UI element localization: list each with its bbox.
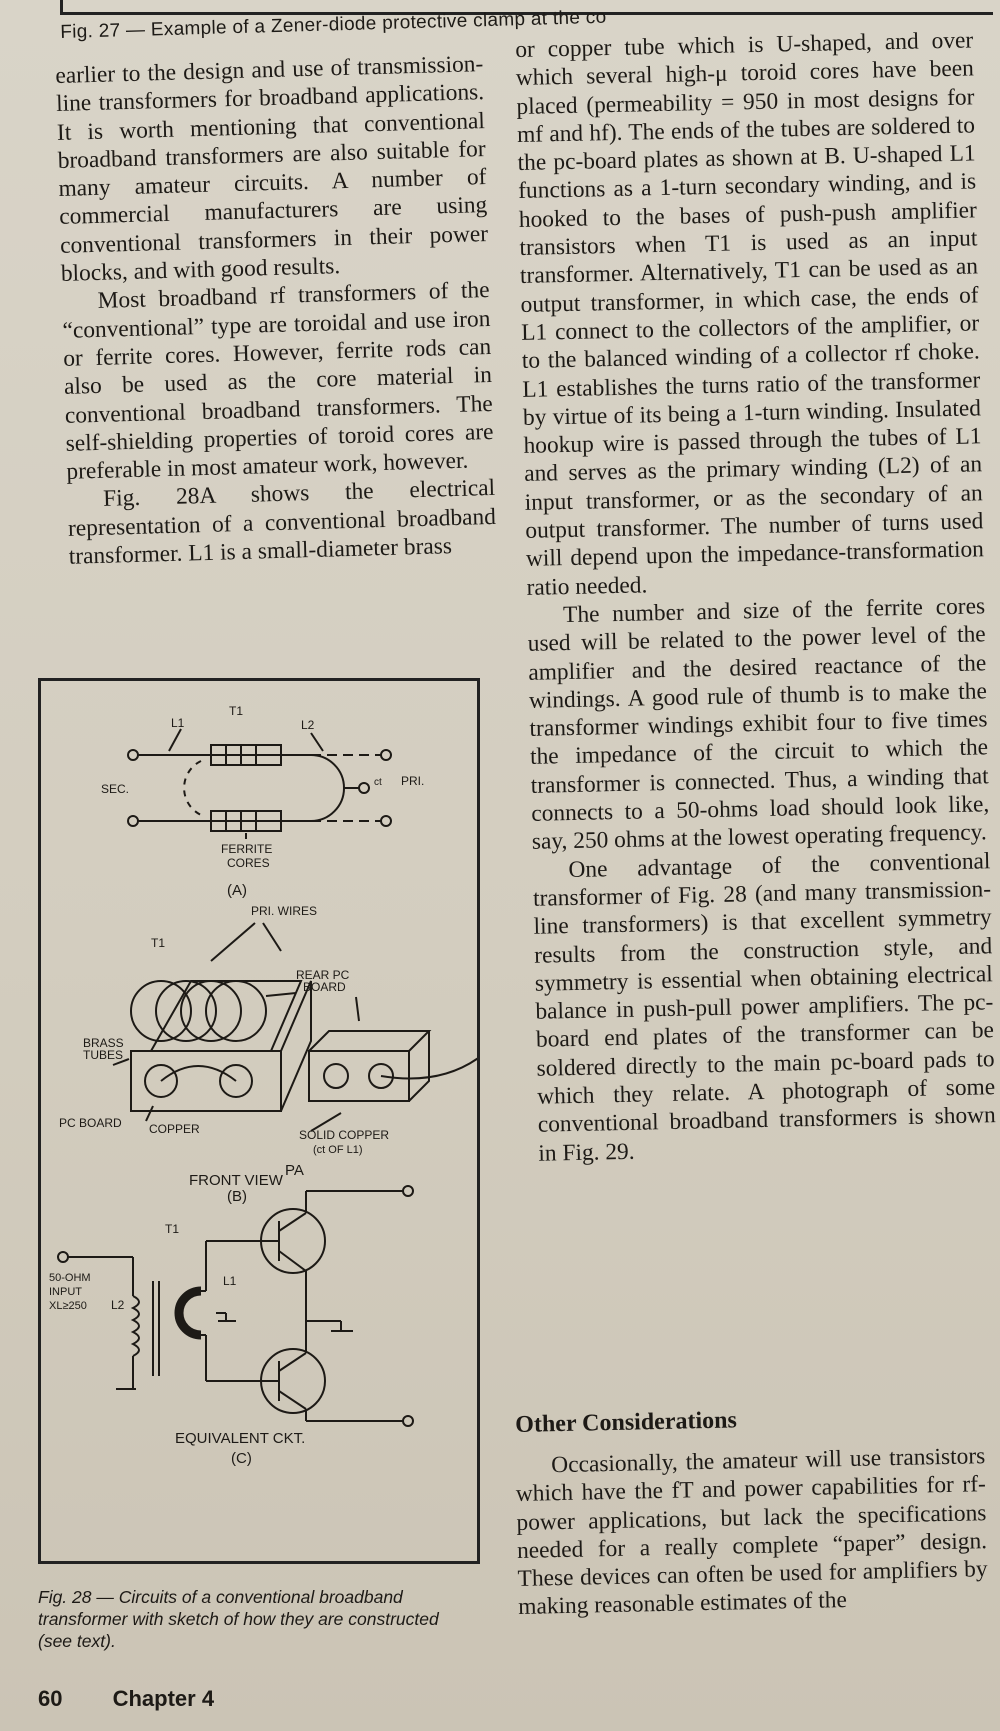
figure28-labels — [49, 704, 424, 1467]
fig-b-tag: (B) — [227, 1188, 247, 1205]
section-heading: Other Considerations — [515, 1407, 738, 1438]
figure27-caption: Fig. 27 — Example of a Zener-diode protective clamp at the co — [60, 6, 607, 43]
left-text-column — [55, 50, 497, 571]
fig-b-board-label: BOARD — [303, 980, 346, 994]
fig-c-t1-label: T1 — [165, 1222, 180, 1236]
right-text-column — [515, 26, 997, 1167]
fig-b-t1-label: T1 — [151, 936, 166, 950]
fig-c-equivalent-label: EQUIVALENT CKT. — [175, 1430, 306, 1447]
right-paragraph: One advantage of the conventional transformer of Fig. 28 (and many transmission-line transformers) is that excellent symmetry results from the construction style, and symmetry is essential when obtaining electrical balance in push-pull power amplifiers. The pc-board end plates of the transformer can be soldered directly to the main pc-board pads to which they relate. A photograph of some conventional broadband transformers is shown in Fig. 29. — [532, 847, 996, 1167]
fig-b-solid-copper-label: SOLID COPPER — [299, 1128, 390, 1142]
figure28-diagram — [41, 681, 477, 1561]
fig-c-l2-label: L2 — [111, 1298, 125, 1312]
fig-a-cores-label: CORES — [227, 856, 270, 870]
left-paragraph: Most broadband rf transformers of the “conventional” type are toroidal and use iron or ferrite cores. However, ferrite rods can also be used as the core material in conventional broadband transformers. The self-shielding properties of toroid cores are preferable in most amateur work, however. — [62, 277, 494, 485]
fig-a-tag: (A) — [227, 882, 247, 899]
fig-c-input-line3: XL≥250 — [49, 1300, 87, 1312]
fig-c-pa-label: PA — [285, 1162, 304, 1179]
fig-b-copper-label: COPPER — [149, 1122, 200, 1136]
figure28-box — [38, 678, 480, 1564]
left-paragraph: earlier to the design and use of transmission-line transformers for broadband applications. It is worth mentioning that conventional broadband transformers are also suitable for many amateur circuits. A number of commercial manufacturers are using conventional transformers in their power blocks, and with good results. — [55, 51, 489, 287]
fig-c-input-line1: 50-OHM — [49, 1272, 91, 1284]
fig-a-sec-label: SEC. — [101, 782, 130, 796]
right-paragraph: Occasionally, the amateur will use transistors which have the fT and power capabilities for rf-power applications, but lack the specifications needed for a really complete “paper” design. These devices can often be used for amplifiers by making reasonable estimates of the — [515, 1443, 988, 1621]
right-paragraph: or copper tube which is U-shaped, and over which several high-μ toroid cores have been placed (permeability = 950 in most designs for mf and hf). The ends of the tubes are soldered to the pc-board plates as shown at B. U-shaped L1 functions as a 1-turn secondary winding, and is hooked to the bases of push-push amplifier transistors when T1 is used as an input transformer. Alternatively, T1 can be used as an output transformer, in which case, the ends of L1 connect to the collectors of the amplifier, or to the balanced winding of a collector rf choke. L1 establishes the turns ratio of the transformer by virtue of its being a 1-turn winding. Insulated hookup wire is passed through the tubes of L1 and serves as the primary winding (L2) of an input transformer, or as the secondary of an output transformer. The number of turns used will depend upon the impedance-transformation ratio needed. — [515, 27, 985, 601]
fig-b-front-view-label: FRONT VIEW — [189, 1172, 283, 1189]
fig-a-l2-label: L2 — [301, 718, 315, 732]
fig-a-ct-label: ct — [374, 777, 382, 788]
page-footer — [38, 1686, 258, 1712]
right-paragraph: The number and size of the ferrite cores used will be related to the power level of the amplifier and the desired reactance of the windings. A good rule of thumb is to make the transformer windings exhibit four to five times the impedance of the circuit to which the transformer is connected. Thus, a winding that connects to a 50-ohms load should look like, say, 250 ohms at the lowest operating frequency. — [527, 593, 990, 856]
fig-b-pc-board-label: PC BOARD — [59, 1116, 122, 1130]
fig-b-tubes-label: TUBES — [83, 1048, 124, 1062]
fig-b-brass-label: BRASS — [83, 1036, 124, 1050]
fig-b-pri-wires-label: PRI. WIRES — [251, 904, 318, 918]
left-paragraph: Fig. 28A shows the electrical representation of a conventional broadband transformer. L1 is a small-diameter brass — [67, 475, 497, 570]
fig-a-l1-label: L1 — [171, 716, 185, 730]
figure28-caption: Fig. 28 — Circuits of a conventional broadband transformer with sketch of how they are constructed (see text). — [38, 1587, 439, 1651]
fig-a-ferrite-label: FERRITE — [221, 842, 273, 856]
fig-a-t1-label: T1 — [229, 704, 244, 718]
fig-a-pri-label: PRI. — [401, 774, 425, 788]
right-text-continuation — [515, 1442, 988, 1622]
fig-b-ct-label: (ct OF L1) — [313, 1144, 363, 1156]
fig-c-input-line2: INPUT — [49, 1286, 82, 1298]
page-number: 60 — [38, 1686, 63, 1711]
fig-c-l1-label: L1 — [223, 1274, 237, 1288]
fig-b-rear-pc-label: REAR PC — [296, 968, 350, 982]
chapter-label: Chapter 4 — [112, 1686, 215, 1711]
fig-c-tag: (C) — [231, 1450, 252, 1467]
